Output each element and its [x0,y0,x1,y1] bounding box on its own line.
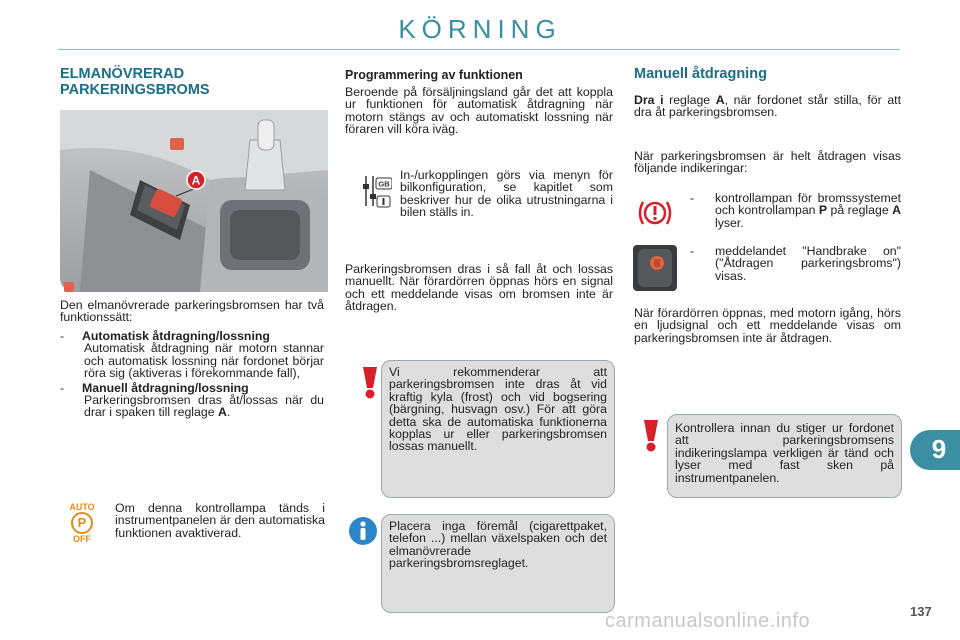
mode1-title: Automatisk åtdragning/lossning [82,329,270,343]
page-title: KÖRNING [398,14,562,44]
svg-text:GB: GB [378,179,390,189]
auto-p-off-icon: AUTO P OFF [69,502,95,544]
warning-icon [356,365,384,399]
indicator-item-1: - kontrollampan för bromssystemet och kontrollampan P på reglage A lyser. [690,191,901,230]
info-icon [348,516,378,546]
mode1-text: Automatisk åtdragning när motorn stannar och automatisk lossning när fordonet börjar röra sig (aktiveras i förekommande fall), [84,341,324,381]
warning-box-cold-text: Vi rekommenderar att parkeringsbromsen inte dras åt vid kraftig kyla (frost) och vid bogsering (bärgning, husvagn osv.) För att göra detta ska de automatiska funktionerna kopplas ur eller parkeringsbromsen lossas manuellt. [389,365,607,454]
failure-text: Parkeringsbromsen dras i så fall åt och lossas manuellt. När förardörren öppnas hörs en signal och ett meddelande visas om bromsen inte är åtdragen. [345,262,613,314]
mode2-text: Parkeringsbromsen dras åt/lossas när du drar i spaken till reglage A. [84,393,324,420]
warning-icon [637,418,665,452]
intro-text: Den elmanövrerade parkeringsbromsen har två funktionssätt: [60,298,324,325]
warning-box-check-text: Kontrollera innan du stiger ur fordonet att parkeringsbromsens indikeringslampa verkligen är tänd och lyser med fast sken på instrumentpanelen. [675,421,894,485]
programming-text: Beroende på försäljningsland går det att koppla ur funktionen för automatisk åtdragning när motorn stängs av och automatiskt lossning när föraren vill köra iväg. [345,85,613,137]
applied-text: När parkeringsbromsen är helt åtdragen visas följande indikeringar: [634,149,901,176]
settings-note: In-/urkopplingen görs via menyn för bilkonfiguration, se kapitlet som beskriver hur de olika utrustningarna i bilen ställs in. [400,168,613,220]
manual-heading: Manuell åtdragning [634,66,767,82]
auto-note: Om denna kontrollampa tänds i instrumentpanelen är den automatiska funktionen avaktiverad. [115,501,325,540]
section-heading-line2: PARKERINGSBROMS [60,82,210,98]
mode1-title-row: - Automatisk åtdragning/lossning [60,329,270,343]
header-divider [58,49,900,50]
info-box-objects [381,514,615,613]
pull-text: Dra i reglage A, när fordonet står stilla, för att dra åt parkeringsbromsen. [634,93,901,120]
mode2-title-row: - Manuell åtdragning/lossning [60,380,249,395]
mode-list [60,330,324,419]
section-heading-line1: ELMANÖVRERAD [60,66,185,82]
section-heading [60,66,310,98]
warning-box-check [667,414,902,498]
chapter-number: 9 [931,434,947,464]
info-box-objects-text: Placera inga föremål (cigarettpaket, telefon ...) mellan växelspaken och det elmanövrerade parkeringsbromsreglaget. [389,519,607,571]
watermark: carmanualsonline.info [605,610,811,632]
warning-box-cold [381,360,615,498]
page-number: 137 [910,604,932,619]
indicator-item-2: - meddelandet "Handbrake on" ("Åtdragen parkeringsbroms") visas. [690,244,901,283]
programming-heading: Programmering av funktionen [345,68,523,82]
parking-switch-lamp-icon [633,245,677,291]
figure-label-a: A [191,173,201,188]
settings-gb-icon [362,172,392,210]
mode2-title: Manuell åtdragning/lossning [82,380,249,395]
door-text: När förardörren öppnas, med motorn igång, hörs en ljudsignal och ett meddelande visas om parkeringsbromsen inte är åtdragen. [634,306,901,345]
parking-brake-illustration [60,110,328,292]
brake-warning-lamp-icon [637,197,673,229]
